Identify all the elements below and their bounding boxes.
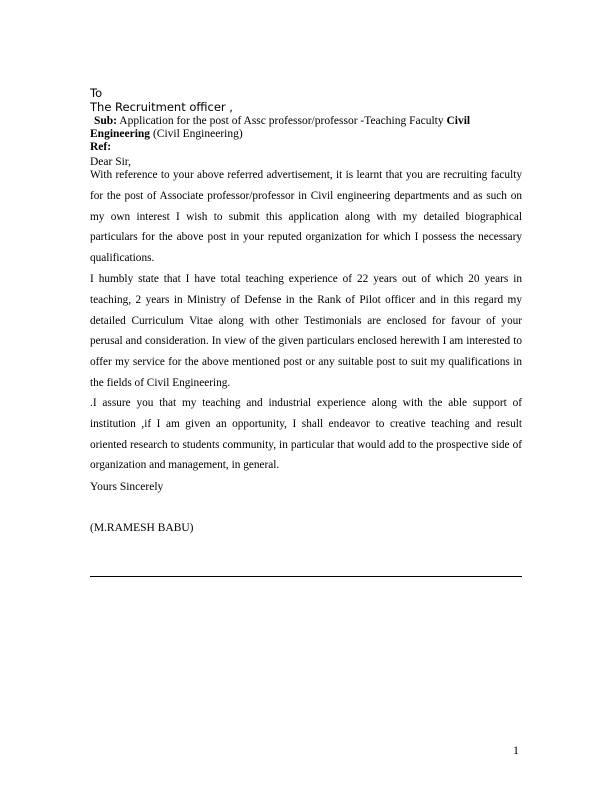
subject-line [90,115,522,141]
paragraph-1: With reference to your above referred advertisement, it is learnt that you are recruiting faculty for the post of Associate professor/professor in Civil engineering departments and as such on my own interest I wish to submit this application along with my detailed biographical particulars for the above post in your reputed organization for which I possess the necessary qualifications. [90,169,522,265]
subject-suffix: (Civil Engineering) [150,128,243,140]
paragraph-2: I humbly state that I have total teaching experience of 22 years out of which 20 years in teaching, 2 years in Ministry of Defense in the Rank of Pilot officer and in this regard my detailed Curriculum Vitae along with other Testimonials are enclosed for favour of your perusal and consideration. In view of the given particulars enclosed herewith I am interested to offer my service for the above mentioned post or any suitable post to suit my qualifications in the fields of Civil Engineering. [90,273,522,389]
subject-text: Application for the post of Assc professor/professor -Teaching Faculty [117,115,447,127]
signature-name: (M.RAMESH BABU) [90,522,194,534]
to-line: To [90,86,103,100]
subject-label: Sub: [94,115,118,127]
ref-label: Ref: [90,141,112,153]
closing: Yours Sincerely [90,481,164,493]
horizontal-rule [90,576,522,577]
page-number: 1 [513,743,519,757]
subject-bold-tail: Civil Engineering [90,115,471,140]
recipient-line: The Recruitment officer , [90,100,233,114]
salutation: Dear Sir, [90,156,132,168]
paragraph-3: .I assure you that my teaching and industrial experience along with the able support of institution ,if I am given an opportunity, I shall endeavor to creative teaching and result oriented research to students community, in particular that would add to the prospective side of organization and management, in general. [90,397,522,472]
